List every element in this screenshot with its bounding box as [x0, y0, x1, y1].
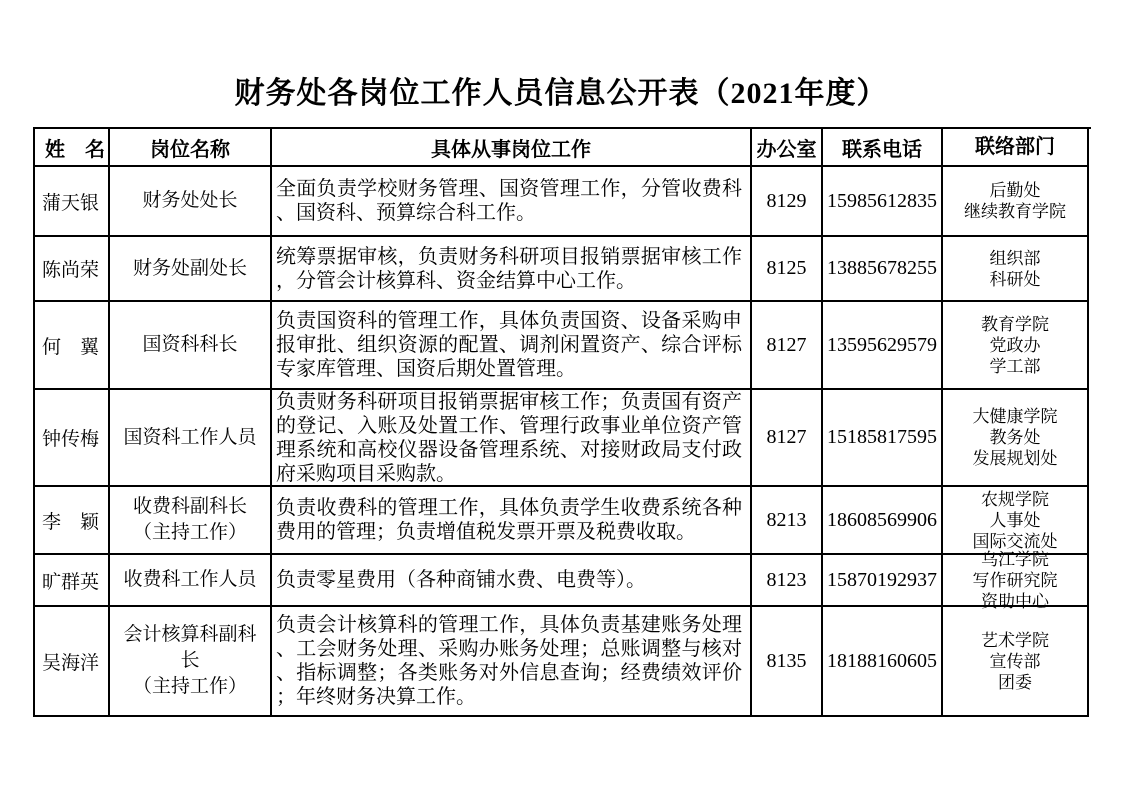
position-line: （主持工作）	[132, 522, 247, 543]
cell-liaison	[943, 302, 1089, 390]
duties-text: 负责零星费用（各种商铺水费、电费等）。	[276, 569, 646, 591]
cell-office: 8125	[752, 237, 823, 302]
cell-position	[110, 555, 272, 607]
liaison-line: 人事处	[989, 510, 1041, 530]
table-row	[35, 302, 1091, 390]
liaison-line: 学工部	[989, 356, 1041, 376]
cell-name: 李 颖	[35, 487, 110, 555]
liaison-line: 教务处	[989, 428, 1041, 447]
cell-phone: 13885678255	[823, 237, 943, 302]
cell-name: 何 翼	[35, 302, 110, 390]
position-line: 会计核算科副科长	[123, 624, 257, 671]
staff-info-table	[33, 127, 1091, 717]
cell-phone: 15985612835	[823, 167, 943, 237]
cell-phone: 15870192937	[823, 555, 943, 607]
duties-text: 负责国资科的管理工作，具体负责国资、设备采购申报审批、组织资源的配置、调剂闲置资产、综合评标专家库管理、国资后期处置管理。	[276, 310, 742, 380]
cell-liaison	[943, 549, 1089, 611]
header-phone: 联系电话	[823, 129, 943, 167]
cell-duties	[272, 167, 752, 237]
position-line: 财务处处长	[142, 190, 238, 211]
cell-liaison	[943, 237, 1089, 302]
cell-phone: 15185817595	[823, 390, 943, 487]
cell-phone: 13595629579	[823, 302, 943, 390]
liaison-line: 教育学院	[981, 314, 1049, 334]
liaison-line: 组织部	[989, 248, 1041, 268]
liaison-line: 宣传部	[989, 651, 1041, 671]
cell-office: 8213	[752, 487, 823, 555]
table-row	[35, 237, 1091, 302]
cell-duties	[272, 237, 752, 302]
liaison-line: 大健康学院	[972, 407, 1058, 426]
cell-duties	[272, 390, 752, 487]
liaison-line: 团委	[998, 672, 1032, 692]
cell-position	[110, 167, 272, 237]
cell-liaison	[943, 390, 1089, 487]
page-title: 财务处各岗位工作人员信息公开表（2021年度）	[234, 77, 888, 110]
cell-name: 旷群英	[35, 555, 110, 607]
cell-office: 8129	[752, 167, 823, 237]
position-line: 收费科工作人员	[123, 569, 257, 590]
duties-text: 负责会计核算科的管理工作，具体负责基建账务处理、工会财务处理、采购办账务处理；总账调整与核对、指标调整；各类账务对外信息查询；经费绩效评价；年终财务决算工作。	[276, 614, 742, 708]
header-liaison: 联络部门	[943, 129, 1089, 167]
cell-phone: 18188160605	[823, 607, 943, 717]
liaison-line: 资助中心	[981, 591, 1049, 611]
cell-office: 8123	[752, 555, 823, 607]
header-duties: 具体从事岗位工作	[272, 129, 752, 167]
cell-name: 蒲天银	[35, 167, 110, 237]
cell-liaison	[943, 487, 1089, 555]
liaison-line: 艺术学院	[981, 630, 1049, 650]
position-line: （主持工作）	[132, 676, 247, 697]
cell-position	[110, 487, 272, 555]
table-row	[35, 390, 1091, 487]
liaison-line: 继续教育学院	[964, 202, 1066, 221]
cell-duties	[272, 487, 752, 555]
header-position: 岗位名称	[110, 129, 272, 167]
cell-position	[110, 237, 272, 302]
table-row	[35, 607, 1091, 717]
liaison-line: 国际交流处	[972, 531, 1058, 551]
liaison-line: 党政办	[989, 335, 1041, 355]
liaison-line: 农规学院	[981, 489, 1049, 509]
cell-duties	[272, 607, 752, 717]
cell-liaison	[943, 167, 1089, 237]
cell-position	[110, 390, 272, 487]
liaison-line: 后勤处	[989, 181, 1041, 200]
header-name: 姓 名	[35, 129, 110, 167]
cell-office: 8135	[752, 607, 823, 717]
cell-name: 陈尚荣	[35, 237, 110, 302]
duties-text: 负责财务科研项目报销票据审核工作；负责国有资产的登记、入账及处置工作、管理行政事业单位资产管理系统和高校仪器设备管理系统、对接财政局支付政府采购项目采购款。	[276, 390, 742, 485]
liaison-line: 乌江学院	[981, 549, 1049, 569]
table-row	[35, 487, 1091, 555]
position-line: 财务处副处长	[132, 257, 247, 279]
cell-position	[110, 607, 272, 717]
liaison-line: 科研处	[989, 269, 1041, 289]
cell-office: 8127	[752, 302, 823, 390]
duties-text: 统筹票据审核，负责财务科研项目报销票据审核工作，分管会计核算科、资金结算中心工作。	[276, 245, 742, 292]
duties-text: 全面负责学校财务管理、国资管理工作，分管收费科、国资科、预算综合科工作。	[276, 178, 742, 224]
cell-name: 钟传梅	[35, 390, 110, 487]
table-row	[35, 167, 1091, 237]
duties-text: 负责收费科的管理工作，具体负责学生收费系统各种费用的管理；负责增值税发票开票及税费收取。	[276, 497, 742, 543]
cell-name: 吴海洋	[35, 607, 110, 717]
liaison-line: 发展规划处	[972, 449, 1058, 468]
header-office: 办公室	[752, 129, 823, 167]
position-line: 国资科工作人员	[123, 426, 257, 448]
position-line: 国资科科长	[142, 334, 238, 355]
table-header-row	[35, 129, 1091, 167]
cell-liaison	[943, 607, 1089, 717]
table-row	[35, 549, 1091, 611]
cell-office: 8127	[752, 390, 823, 487]
liaison-line: 写作研究院	[972, 570, 1058, 590]
cell-position	[110, 302, 272, 390]
cell-duties	[272, 302, 752, 390]
cell-duties	[272, 555, 752, 607]
cell-phone: 18608569906	[823, 487, 943, 555]
position-line: 收费科副科长	[132, 496, 247, 517]
